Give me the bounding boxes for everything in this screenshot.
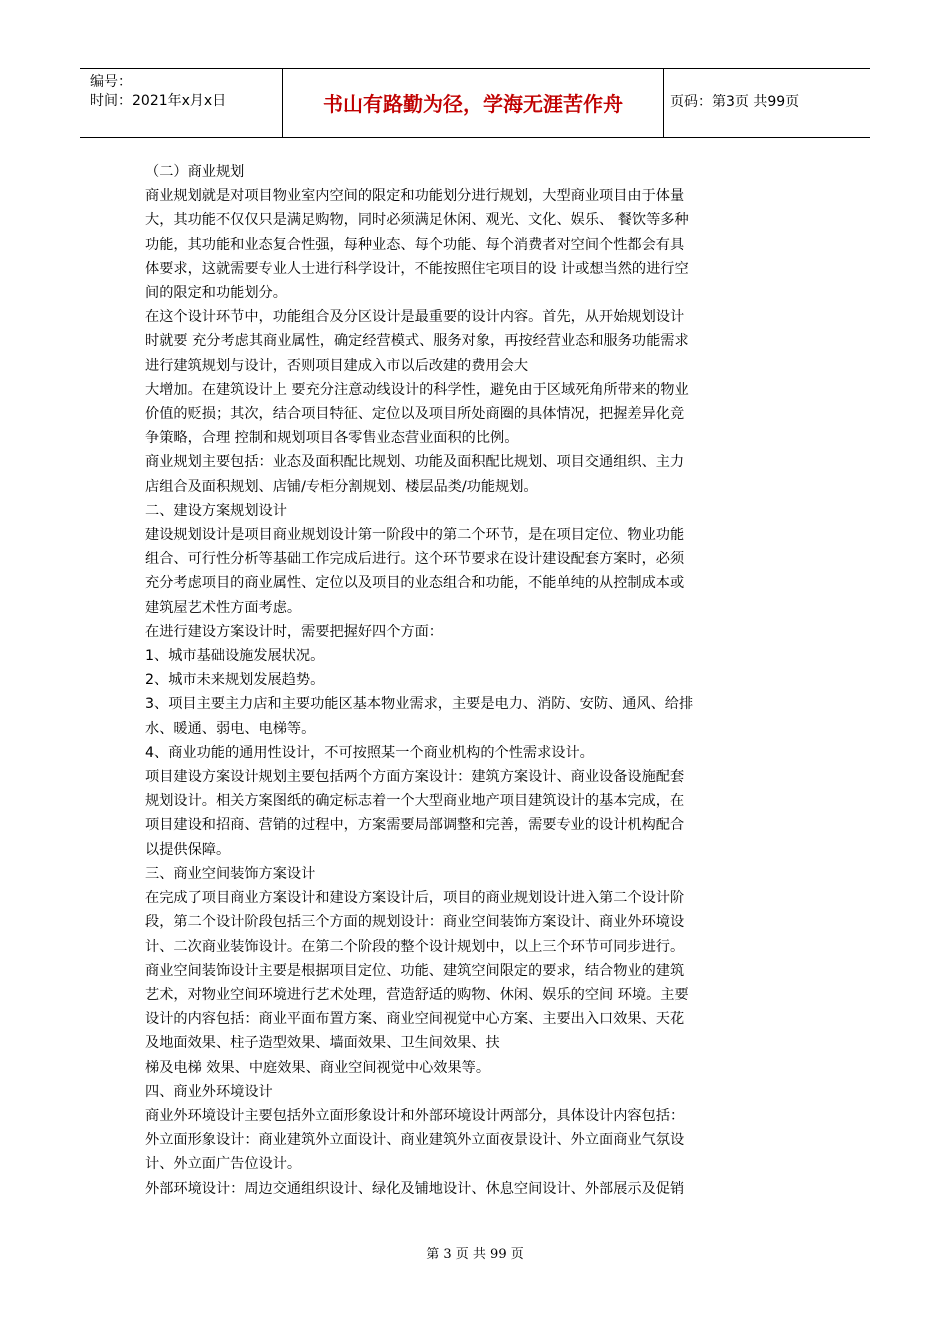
page-footer: 第 3 页 共 99 页: [426, 1247, 524, 1262]
header-middle-cell: [283, 69, 664, 137]
text-line: 梯及电梯 效果、中庭效果、商业空间视觉中心效果等。: [145, 1059, 491, 1076]
header-right-cell: [664, 69, 870, 137]
text-line: 店组合及面积规划、店铺/专柜分割规划、楼层品类/功能规划。: [145, 478, 538, 495]
text-line: 商业空间装饰设计主要是根据项目定位、功能、建筑空间限定的要求，结合物业的建筑: [145, 962, 685, 979]
text-line: 建设规划设计是项目商业规划设计第一阶段中的第二个环节，是在项目定位、物业功能: [145, 527, 685, 544]
text-line: 时就要 充分考虑其商业属性，确定经营模式、服务对象，再按经营业态和服务功能需求: [145, 333, 689, 350]
page-info: 页码：第3页 共99页: [670, 94, 800, 110]
text-line: 组合、可行性分析等基础工作完成后进行。这个环节要求在设计建设配套方案时，必须: [145, 551, 685, 568]
text-line: 大增加。在建筑设计上 要充分注意动线设计的科学性，避免由于区域死角所带来的物业: [145, 381, 689, 398]
text-line: 价值的贬损；其次，结合项目特征、定位以及项目所处商圈的具体情况，把握差异化竞: [145, 406, 685, 423]
text-line: 争策略，合理 控制和规划项目各零售业态营业面积的比例。: [145, 430, 519, 447]
text-line: 设计的内容包括：商业平面布置方案、商业空间视觉中心方案、主要出入口效果、天花: [145, 1011, 685, 1028]
motto: 书山有路勤为径，学海无涯苦作舟: [323, 92, 623, 116]
text-line: 项目建设和招商、营销的过程中，方案需要局部调整和完善，需要专业的设计机构配合: [145, 817, 685, 834]
text-line: 段，第二个设计阶段包括三个方面的规划设计：商业空间装饰方案设计、商业外环境设: [145, 914, 685, 931]
number-label: 编号：: [90, 74, 132, 90]
text-line: 在进行建设方案设计时，需要把握好四个方面：: [145, 623, 443, 640]
text-line: 进行建筑规划与设计，否则项目建成入市以后改建的费用会大: [145, 357, 529, 374]
text-line: 4、商业功能的通用性设计，不可按照某一个商业机构的个性需求设计。: [145, 744, 594, 761]
text-line: 体要求，这就需要专业人士进行科学设计，不能按照住宅项目的设 计或想当然的进行空: [145, 260, 689, 277]
text-line: 间的限定和功能划分。: [145, 285, 287, 302]
text-line: 1、城市基础设施发展状况。: [145, 648, 325, 665]
text-line: 功能，其功能和业态复合性强，每种业态、每个功能、每个消费者对空间个性都会有具: [145, 236, 685, 253]
time-label: 时间：2021年x月x日: [90, 93, 227, 109]
text-line: 在这个设计环节中，功能组合及分区设计是最重要的设计内容。首先，从开始规划设计: [145, 309, 685, 326]
text-line: 大，其功能不仅仅只是满足购物，同时必须满足休闲、观光、文化、娱乐、 餐饮等多种: [145, 212, 689, 229]
text-line: 外立面形象设计：商业建筑外立面设计、商业建筑外立面夜景设计、外立面商业气氛设: [145, 1132, 685, 1149]
text-line: 充分考虑项目的商业属性、定位以及项目的业态组合和功能，不能单纯的从控制成本或: [145, 575, 685, 592]
text-line: 建筑屋艺术性方面考虑。: [145, 599, 302, 616]
text-line: 商业外环境设计主要包括外立面形象设计和外部环境设计两部分，具体设计内容包括：: [145, 1107, 685, 1124]
text-line: 及地面效果、柱子造型效果、墙面效果、卫生间效果、扶: [145, 1035, 500, 1052]
text-line: 项目建设方案设计规划主要包括两个方面方案设计：建筑方案设计、商业设备设施配套: [145, 769, 685, 786]
text-line: 四、商业外环境设计: [145, 1083, 273, 1100]
text-line: 艺术，对物业空间环境进行艺术处理，营造舒适的购物、休闲、娱乐的空间 环境。主要: [145, 986, 689, 1003]
text-line: 水、暖通、弱电、电梯等。: [145, 720, 316, 737]
text-line: 在完成了项目商业方案设计和建设方案设计后，项目的商业规划设计进入第二个设计阶: [145, 890, 685, 907]
text-line: 外部环境设计：周边交通组织设计、绿化及铺地设计、休息空间设计、外部展示及促销: [145, 1180, 685, 1197]
text-line: 3、项目主要主力店和主要功能区基本物业需求，主要是电力、消防、安防、通风、给排: [145, 696, 694, 713]
page-header: [80, 68, 870, 138]
text-line: 以提供保障。: [145, 841, 231, 858]
text-line: 2、城市未来规划发展趋势。: [145, 672, 325, 689]
document-body: [145, 160, 795, 1201]
text-line: （二）商业规划: [145, 164, 245, 180]
text-line: 商业规划就是对项目物业室内空间的限定和功能划分进行规划，大型商业项目由于体量: [145, 188, 685, 205]
text-line: 二、建设方案规划设计: [145, 502, 287, 519]
text-line: 三、商业空间装饰方案设计: [145, 865, 316, 882]
text-line: 规划设计。相关方案图纸的确定标志着一个大型商业地产项目建筑设计的基本完成，在: [145, 793, 685, 810]
text-line: 计、外立面广告位设计。: [145, 1156, 302, 1173]
header-left-cell: [80, 69, 283, 137]
text-line: 计、二次商业装饰设计。在第二个阶段的整个设计规划中，以上三个环节可同步进行。: [145, 938, 685, 955]
text-line: 商业规划主要包括：业态及面积配比规划、功能及面积配比规划、项目交通组织、主力: [145, 454, 685, 471]
